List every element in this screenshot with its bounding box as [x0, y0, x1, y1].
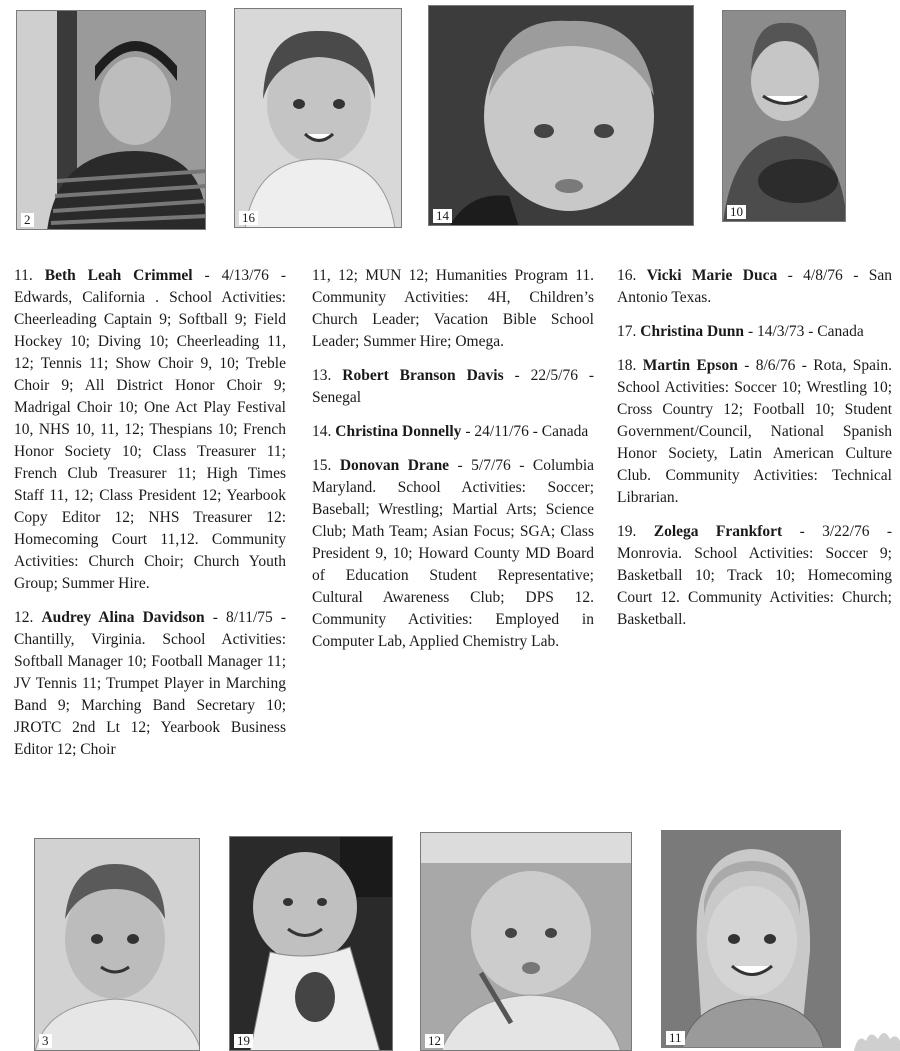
photo-number: 11 — [666, 1031, 685, 1045]
child-portrait-image — [230, 837, 393, 1051]
photo-number: 12 — [425, 1034, 444, 1048]
child-portrait-image — [662, 831, 841, 1048]
student-name: Donovan Drane — [339, 457, 450, 474]
child-portrait-image — [35, 839, 200, 1051]
entry-17: 17. Christina Dunn - 14/3/73 - Canada — [617, 323, 864, 340]
child-portrait-image — [429, 6, 694, 226]
student-name: Christina Donnelly — [335, 423, 462, 440]
child-portrait-image — [421, 833, 632, 1051]
photo-11 — [661, 830, 841, 1048]
photo-number: 10 — [727, 205, 746, 219]
entry-12: 12. Audrey Alina Davidson - 8/11/75 - Chantilly, Virginia. School Activities: Softball Manager 10; Football Manager 11; JV Tennis 11; Trumpet Player in Marching Band 9; Marching Band Secretary 10; JROTC 2nd Lt 12; Yearbook Business Editor 12; Choir — [14, 609, 286, 758]
entry-19: 19. Zolega Frankfort - 3/22/76 - Monrovia. School Activities: Soccer 9; Basketball 10; Track 10; Homecoming Court 12. Community Activities: Church; Basketball. — [617, 523, 893, 628]
photo-2 — [16, 10, 206, 230]
photo-19 — [229, 836, 393, 1051]
entry-12-continued: 11, 12; MUN 12; Humanities Program 11. Community Activities: 4H, Children’s Church Leader; Vacation Bible School Leader; Summer Hire; Omega. — [312, 267, 594, 350]
photo-number: 3 — [39, 1034, 52, 1048]
entry-18: 18. Martin Epson - 8/6/76 - Rota, Spain. School Activities: Soccer 10; Wrestling 10; Cross Country 12; Football 10; Student Government/Council, National Spanish Honor Society, Latin American Culture Club. Community Activities: Technical Librarian. — [617, 357, 892, 506]
child-portrait-image — [723, 11, 846, 222]
photo-16 — [234, 8, 402, 228]
photo-number: 19 — [234, 1034, 253, 1048]
photo-number: 2 — [21, 213, 34, 227]
entry-14: 14. Christina Donnelly - 24/11/76 - Canada — [312, 423, 589, 440]
student-name: Vicki Marie Duca — [646, 267, 778, 284]
entry-11: 11. Beth Leah Crimmel - 4/13/76 - Edwards, California . School Activities: Cheerleading Captain 9; Softball 9; Field Hockey 10; Diving 10; Cheerleading 11, 12; Tennis 11; Show Choir 9, 10; Treble Choir 9; All District Honor Choir 9; Madrigal Choir 10; One Act Play Festival 10, NHS 10, 11, 12; Thespians 10; French Honor Society 10; Class Treasurer 11; French Club Treasurer 11; High Times Staff 11, 12; Class President 12; Yearbook Copy Editor 12; NHS Treasurer 12: Homecoming Court 11,12. Community Activities: Church Choir; Church Youth Group; Summer Hire. — [14, 267, 287, 592]
photo-3 — [34, 838, 200, 1051]
entry-13: 13. Robert Branson Davis - 22/5/76 - Senegal — [312, 367, 595, 406]
photo-number: 16 — [239, 211, 258, 225]
student-name: Beth Leah Crimmel — [44, 267, 193, 284]
photo-10 — [722, 10, 846, 222]
student-name: Zolega Frankfort — [653, 523, 783, 540]
student-name: Martin Epson — [642, 357, 738, 374]
child-portrait-image — [235, 9, 402, 228]
student-name: Christina Dunn — [640, 323, 745, 340]
photo-12 — [420, 832, 632, 1051]
column-right — [617, 265, 892, 643]
photo-14 — [428, 5, 694, 226]
entry-15: 15. Donovan Drane - 5/7/76 - Columbia Maryland. School Activities: Soccer; Baseball; Wrestling; Martial Arts; Science Club; Math Team; Asian Focus; SGA; Class President 9, 10; Howard County MD Board of Education Student Representative; Cultural Awareness Club; DPS 12. Community Activities: Employed in Computer Lab, Applied Chemistry Lab. — [312, 457, 595, 650]
entry-16: 16. Vicki Marie Duca - 4/8/76 - San Antonio Texas. — [617, 267, 893, 306]
corner-decoration-icon — [850, 1027, 900, 1051]
photo-number: 14 — [433, 209, 452, 223]
child-portrait-image — [17, 11, 206, 230]
student-name: Robert Branson Davis — [342, 367, 504, 384]
student-name: Audrey Alina Davidson — [41, 609, 205, 626]
column-middle — [312, 265, 594, 665]
column-left — [14, 265, 286, 773]
